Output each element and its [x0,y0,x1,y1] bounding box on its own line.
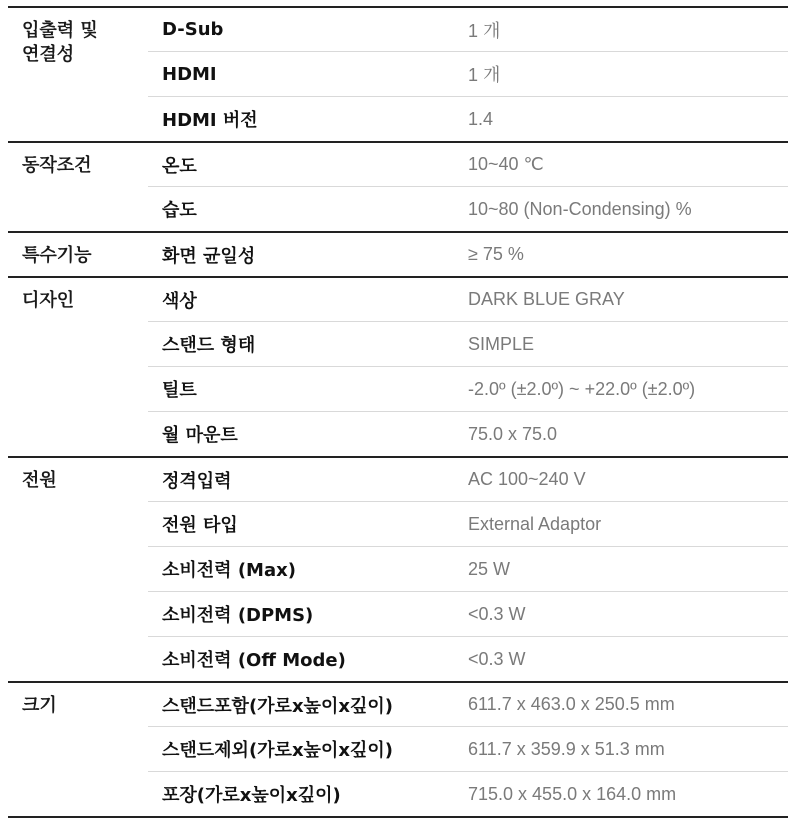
spec-row [148,411,788,456]
spec-label: HDMI [162,63,217,85]
spec-label: 월 마운트 [162,425,238,446]
spec-value: 715.0 x 455.0 x 164.0 mm [468,783,677,804]
spec-label: 포장(가로x높이x깊이) [162,785,341,806]
spec-value: 611.7 x 463.0 x 250.5 mm [468,694,675,714]
spec-group [8,6,788,141]
spec-value: 75.0 x 75.0 [468,423,558,444]
spec-value: 1.4 [468,108,494,129]
spec-row [148,591,788,636]
spec-label: D-Sub [162,19,224,40]
spec-row [148,771,788,816]
spec-rows [148,458,788,681]
spec-rows [148,278,788,456]
spec-label: 소비전력 (Off Mode) [162,650,346,671]
spec-row [148,278,788,321]
spec-value: <0.3 W [468,603,526,624]
spec-label: 소비전력 (Max) [162,560,296,581]
spec-group [8,231,788,276]
spec-label: 스탠드포함(가로x높이x깊이) [162,695,393,717]
spec-label: HDMI 버전 [162,110,258,131]
spec-row [148,51,788,96]
spec-value: 25 W [468,558,511,579]
spec-label: 색상 [162,290,197,312]
spec-label: 스탠드제외(가로x높이x깊이) [162,740,393,761]
spec-group-title: 동작조건 [22,155,92,176]
spec-value: <0.3 W [468,648,526,669]
spec-label: 정격입력 [162,470,232,492]
spec-label: 소비전력 (DPMS) [162,605,314,626]
spec-group-title: 특수기능 [22,245,92,266]
spec-group-title: 입출력 및 연결성 [22,20,98,65]
spec-label: 스탠드 형태 [162,335,256,356]
spec-row [148,233,788,276]
spec-value: SIMPLE [468,333,535,354]
spec-table [8,6,788,818]
spec-group [8,681,788,818]
spec-row [148,726,788,771]
spec-row [148,458,788,501]
spec-group [8,456,788,681]
spec-value: ≥ 75 % [468,244,524,264]
spec-row [148,366,788,411]
spec-group-title: 크기 [22,695,57,716]
spec-value: DARK BLUE GRAY [468,289,625,309]
spec-label: 틸트 [162,380,197,401]
spec-value: 611.7 x 359.9 x 51.3 mm [468,738,665,759]
spec-row [148,321,788,366]
spec-value: External Adaptor [468,513,602,534]
spec-group-title: 디자인 [22,290,75,311]
spec-label: 전원 타입 [162,515,238,536]
spec-row [148,143,788,186]
spec-row [148,186,788,231]
spec-value: 10~40 ℃ [468,154,544,174]
spec-value: AC 100~240 V [468,469,586,489]
spec-row [148,636,788,681]
spec-group [8,141,788,231]
spec-value: -2.0º (±2.0º) ~ +22.0º (±2.0º) [468,378,696,399]
spec-label: 온도 [162,155,197,177]
spec-row [148,501,788,546]
spec-rows [148,8,788,141]
spec-row [148,546,788,591]
spec-rows [148,143,788,231]
spec-label: 화면 균일성 [162,245,256,267]
spec-group-title: 전원 [22,470,57,491]
spec-group [8,276,788,456]
spec-value: 1 개 [468,65,501,85]
spec-value: 1 개 [468,20,501,41]
spec-value: 10~80 (Non-Condensing) % [468,198,692,219]
spec-label: 습도 [162,200,197,221]
spec-rows [148,233,788,276]
spec-rows [148,683,788,816]
spec-row [148,96,788,141]
spec-row [148,8,788,51]
spec-row [148,683,788,726]
